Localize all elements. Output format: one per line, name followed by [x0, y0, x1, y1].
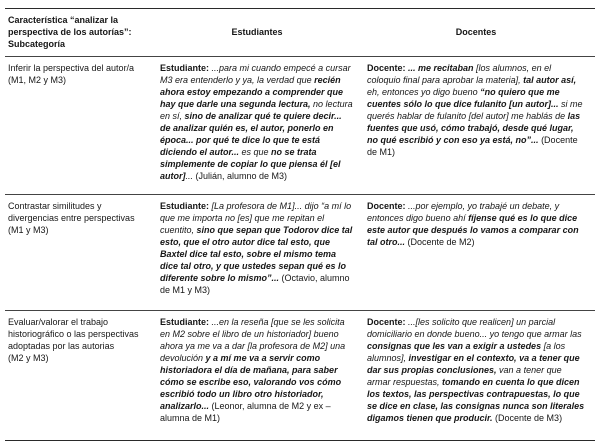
teacher-quote-cell: Docente: ...[les solicito que realicen] un parcial domiciliario en donde bueno... yo tengo que armar las consignas que les van a exigir a ustedes [a los alumnos], investigar en el contexto, va a tener que dar sus propias conclusiones, van a tener que armar respuestas, tomando en cuenta lo que dicen los textos, las perspectivas contrapuestas, lo que se dice en clase, las consignas nunca son literales digamos tienen que producir. (Docente de M3)	[367, 317, 585, 423]
subcategory-label: Contrastar similitudes y divergencias entre perspectivas	[8, 201, 135, 223]
subcategory-label: Evaluar/valorar el trabajo historiográfico o las perspectivas adoptadas por las autorias	[8, 317, 139, 351]
table-row	[5, 195, 595, 311]
subcategory-cell	[5, 195, 157, 310]
subcategory-cell	[5, 311, 157, 440]
header-teachers: Docentes	[455, 27, 497, 37]
header-students: Estudiantes	[231, 27, 283, 37]
modules-label: (M2 y M3)	[8, 353, 49, 363]
header-subcategory	[5, 9, 157, 56]
student-quote-cell: Estudiante: ...para mi cuando empecé a cursar M3 era entenderlo y ya, la verdad que recién ahora estoy empezando a comprender que hay que darle una segunda lectura, no lectura en sí, sino de analizar qué te quiere decir... de analizar quién es, el autor, ponerlo en época... por qué te dice lo que te está diciendo el autor... es que no se trata simplemente de copiar lo que piensa él [el autor]... (Julián, alumno de M3)	[160, 63, 353, 181]
student-quote-cell: Estudiante: ...en la reseña [que se les solicita en M2 sobre el libro de un historiador] bueno ahora ya me va a dar [la profesora de M2] una devolución y a mí me va a servir como historiadora el día de mañana, para saber cómo se escribe eso, valorando vos cómo escribió todo un libro otro historiador, analizarlo... (Leonor, alumna de M2 y ex – alumna de M1)	[160, 317, 346, 423]
table-row	[5, 311, 595, 440]
teacher-quote-cell: Docente: ...por ejemplo, yo trabajé un debate, y entonces digo bueno ahí fíjense qué es lo que dice este autor que después lo vamos a comparar con tal otro... (Docente de M2)	[367, 201, 579, 247]
subcategory-label: Inferir la perspectiva del autor/a	[8, 63, 135, 73]
subcategory-cell	[5, 57, 157, 194]
modules-label: (M1 y M3)	[8, 225, 49, 235]
table-header-row	[5, 9, 595, 57]
modules-label: (M1, M2 y M3)	[8, 75, 67, 85]
student-quote-cell: Estudiante: [La profesora de M1]... dijo “a mí lo que me importa no [es] que me repitan el cuentito, sino que sepan que Todorov dice tal esto, que el otro autor dice tal esto, que Baxtel dice tal esto, sobre el mismo tema dice tal otro, y que ustedes sepan qué es lo diferente sobre lo mismo”... (Octavio, alumno de M1 y M3)	[160, 201, 353, 295]
header-subcategory-label: Subcategoría	[8, 39, 66, 49]
authors-perspective-table	[5, 8, 595, 441]
table-row	[5, 57, 595, 195]
teacher-quote-cell: Docente: ... me recitaban [los alumnos, en el coloquio final para aprobar la materia], tal autor así, eh, entonces yo digo bueno “no quiero que me cuentes sólo lo que dice fulanito [un autor]... si me querés hablar de fulanito [del autor] me hablás de las fuentes que usó, cómo trabajó, desde qué lugar, no qué escribió y con eso ya está, no”... (Docente de M1)	[367, 63, 583, 157]
header-characteristic-label: Característica “analizar la perspectiva de los autorías”:	[8, 15, 132, 37]
